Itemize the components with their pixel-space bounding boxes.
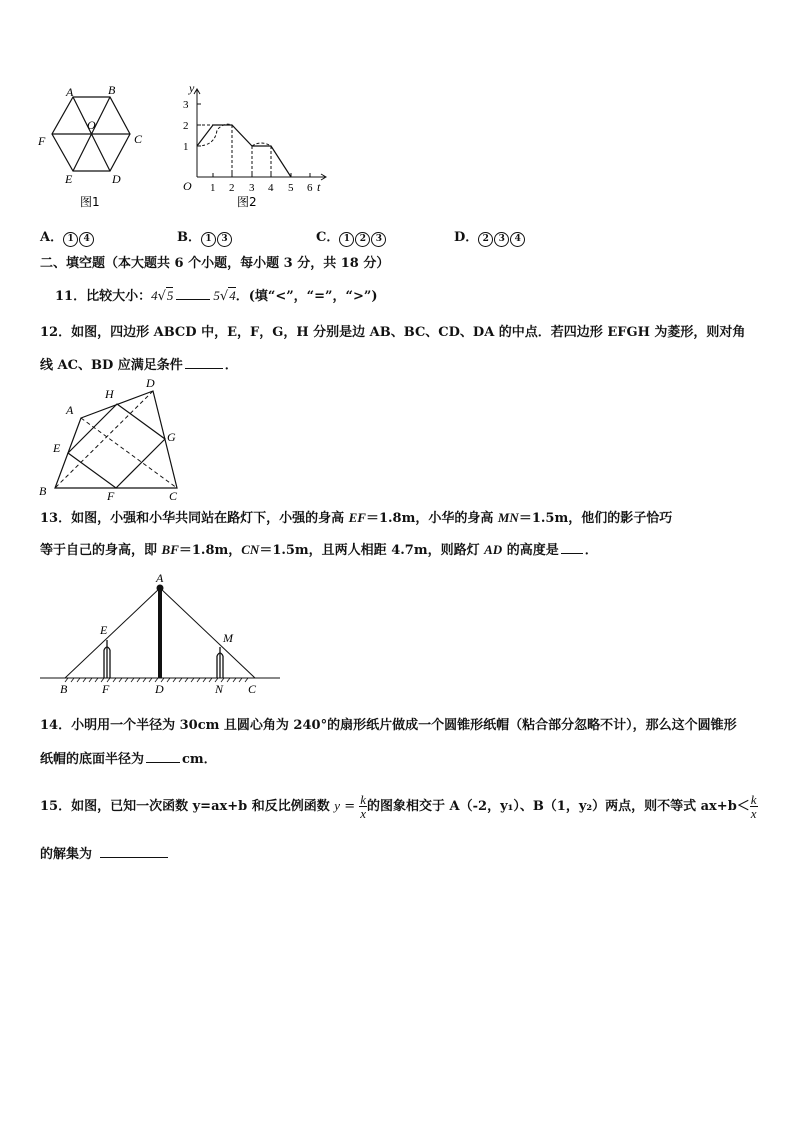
hex-label-f: F [38,134,46,148]
option-b-label: B． [177,230,201,245]
circled-number: 1 [201,232,216,247]
graph-ytick-3: 3 [183,99,189,111]
q15-answer-blank[interactable] [100,845,168,858]
q12-line2 [40,356,238,374]
person-mn [217,647,223,678]
option-d [454,230,526,247]
fraction-numerator: k [750,792,757,807]
q15-text: 的解集为 [40,847,93,862]
circled-number: 3 [371,232,386,247]
q13-text: ＝1.5m，他们的影子恰巧 [518,511,673,526]
quad-label-b: B [39,484,47,498]
q13-text: ． [584,543,598,558]
graph-x-axis-label: t [317,180,321,194]
q14-text: 纸帽的底面半径为 [40,752,145,767]
streetlamp-figure [40,570,290,700]
lamp-label-m: M [223,631,233,645]
hex-label-a: A [66,85,74,99]
q15-line1 [40,790,758,824]
q11-number: 11．比较大小： [55,289,152,304]
q11-rhs-index: 4 [229,288,236,303]
q15-var-y: y [334,798,341,813]
section-heading: 二、填空题（本大题共 6 个小题，每小题 3 分，共 18 分） [40,256,390,271]
graph-xtick-3: 3 [249,182,255,194]
q14-line1: 14．小明用一个半径为 30cm 且圆心角为 240°的扇形纸片做成一个圆锥形纸帽（粘合部分忽略不计），那么这个圆锥形 [40,718,737,733]
person-ef [104,640,110,678]
option-c [316,230,387,247]
circled-number: 1 [339,232,354,247]
option-a [40,230,95,247]
q11-rhs-coef: 5 [213,288,220,303]
q12-line2-end: ． [224,358,238,373]
q11-lhs-coef: 4 [151,288,158,303]
circled-number: 2 [355,232,370,247]
question-11 [55,287,378,305]
quad-label-g: G [167,430,176,444]
option-b [177,230,233,247]
quad-label-a: A [66,403,74,417]
lamp-label-f: F [102,682,110,696]
q13-answer-blank[interactable] [561,541,583,554]
quad-label-c: C [169,489,178,503]
hexagon-figure [30,82,160,212]
q13-text: ＝1.8m，小华的身高 [365,511,498,526]
q15-text: 的图象相交于 A（-2，y₁）、B（1，y₂）两点，则不等式 ax+b＜ [367,799,750,814]
lamp-bulb [157,585,164,592]
q13-var-cn: CN [241,542,260,557]
q13-text: ＝1.8m， [178,543,242,558]
sqrt-icon: √ [157,289,166,304]
q12-line1: 12．如图，四边形 ABCD 中，E，F，G，H 分别是边 AB、BC、CD、DA 的中点．若四边形 EFGH 为菱形，则对角 [40,325,746,340]
q13-text: 13．如图，小强和小华共同站在路灯下，小强的身高 [40,511,349,526]
hex-label-e: E [65,172,73,186]
lamp-label-e: E [100,623,108,637]
graph-xtick-5: 5 [288,182,294,194]
circled-number: 3 [494,232,509,247]
q11-hint: ．(填“<”，“=”，“>”) [235,289,378,304]
graph-xtick-2: 2 [229,182,235,194]
graph-xtick-4: 4 [268,182,274,194]
q11-answer-blank[interactable] [176,287,210,300]
circled-number: 4 [79,232,94,247]
graph-ytick-1: 1 [183,141,189,153]
lamp-label-a: A [156,571,164,585]
q12-answer-blank[interactable] [185,356,223,369]
hex-label-o: O [87,118,96,132]
hex-label-d: D [112,172,121,186]
q13-text: ＝1.5m，且两人相距 4.7m，则路灯 [259,543,485,558]
circled-number: 3 [217,232,232,247]
lamp-label-c: C [248,682,257,696]
option-d-label: D． [454,230,479,245]
circled-number: 4 [510,232,525,247]
q15-text: = [340,799,360,814]
quadrilateral-figure [35,375,195,505]
graph-line [197,125,291,177]
lamp-label-b: B [60,682,68,696]
sqrt-icon: √ [219,289,229,304]
quad-label-d: D [146,376,155,390]
fraction-k-over-x [750,793,758,820]
q12-line2-text: 线 AC、BD 应满足条件 [40,358,183,373]
graph-caption: 图2 [237,195,257,209]
fraction-denominator: x [360,806,367,821]
graph-xtick-1: 1 [210,182,216,194]
graph-y-axis-label: y [189,81,195,95]
option-a-label: A． [40,230,64,245]
q15-text: 15．如图，已知一次函数 y=ax+b 和反比例函数 [40,799,335,814]
quad-label-f: F [107,489,115,503]
fraction-k-over-x [359,793,367,820]
q13-line2 [40,541,598,559]
hex-caption: 图1 [80,195,100,209]
q11-lhs-radicand: 5 [166,288,174,303]
q13-text: 等于自己的身高，即 [40,543,162,558]
graph-ytick-2: 2 [183,120,189,132]
lamp-label-d: D [155,682,164,696]
q13-var-ef: EF [348,510,366,525]
fraction-numerator: k [360,792,367,807]
circled-number: 2 [478,232,493,247]
q13-var-mn: MN [497,510,519,525]
hex-label-c: C [134,132,143,146]
quad-label-h: H [105,387,114,401]
lamp-label-n: N [215,682,224,696]
q13-var-ad: AD [484,542,503,557]
q14-line2 [40,750,217,768]
q13-var-bf: BF [161,542,179,557]
q14-text: cm． [182,752,217,767]
quad-label-e: E [53,441,61,455]
circled-number: 1 [63,232,78,247]
graph-xtick-6: 6 [307,182,313,194]
hex-label-b: B [108,83,116,97]
graph-origin-label: O [183,179,192,193]
q13-line1 [40,510,672,527]
q15-line2 [40,845,168,863]
q14-answer-blank[interactable] [146,750,180,763]
graph-figure [175,82,335,212]
q13-text: 的高度是 [502,543,559,558]
option-c-label: C． [316,230,340,245]
fraction-denominator: x [750,806,757,821]
